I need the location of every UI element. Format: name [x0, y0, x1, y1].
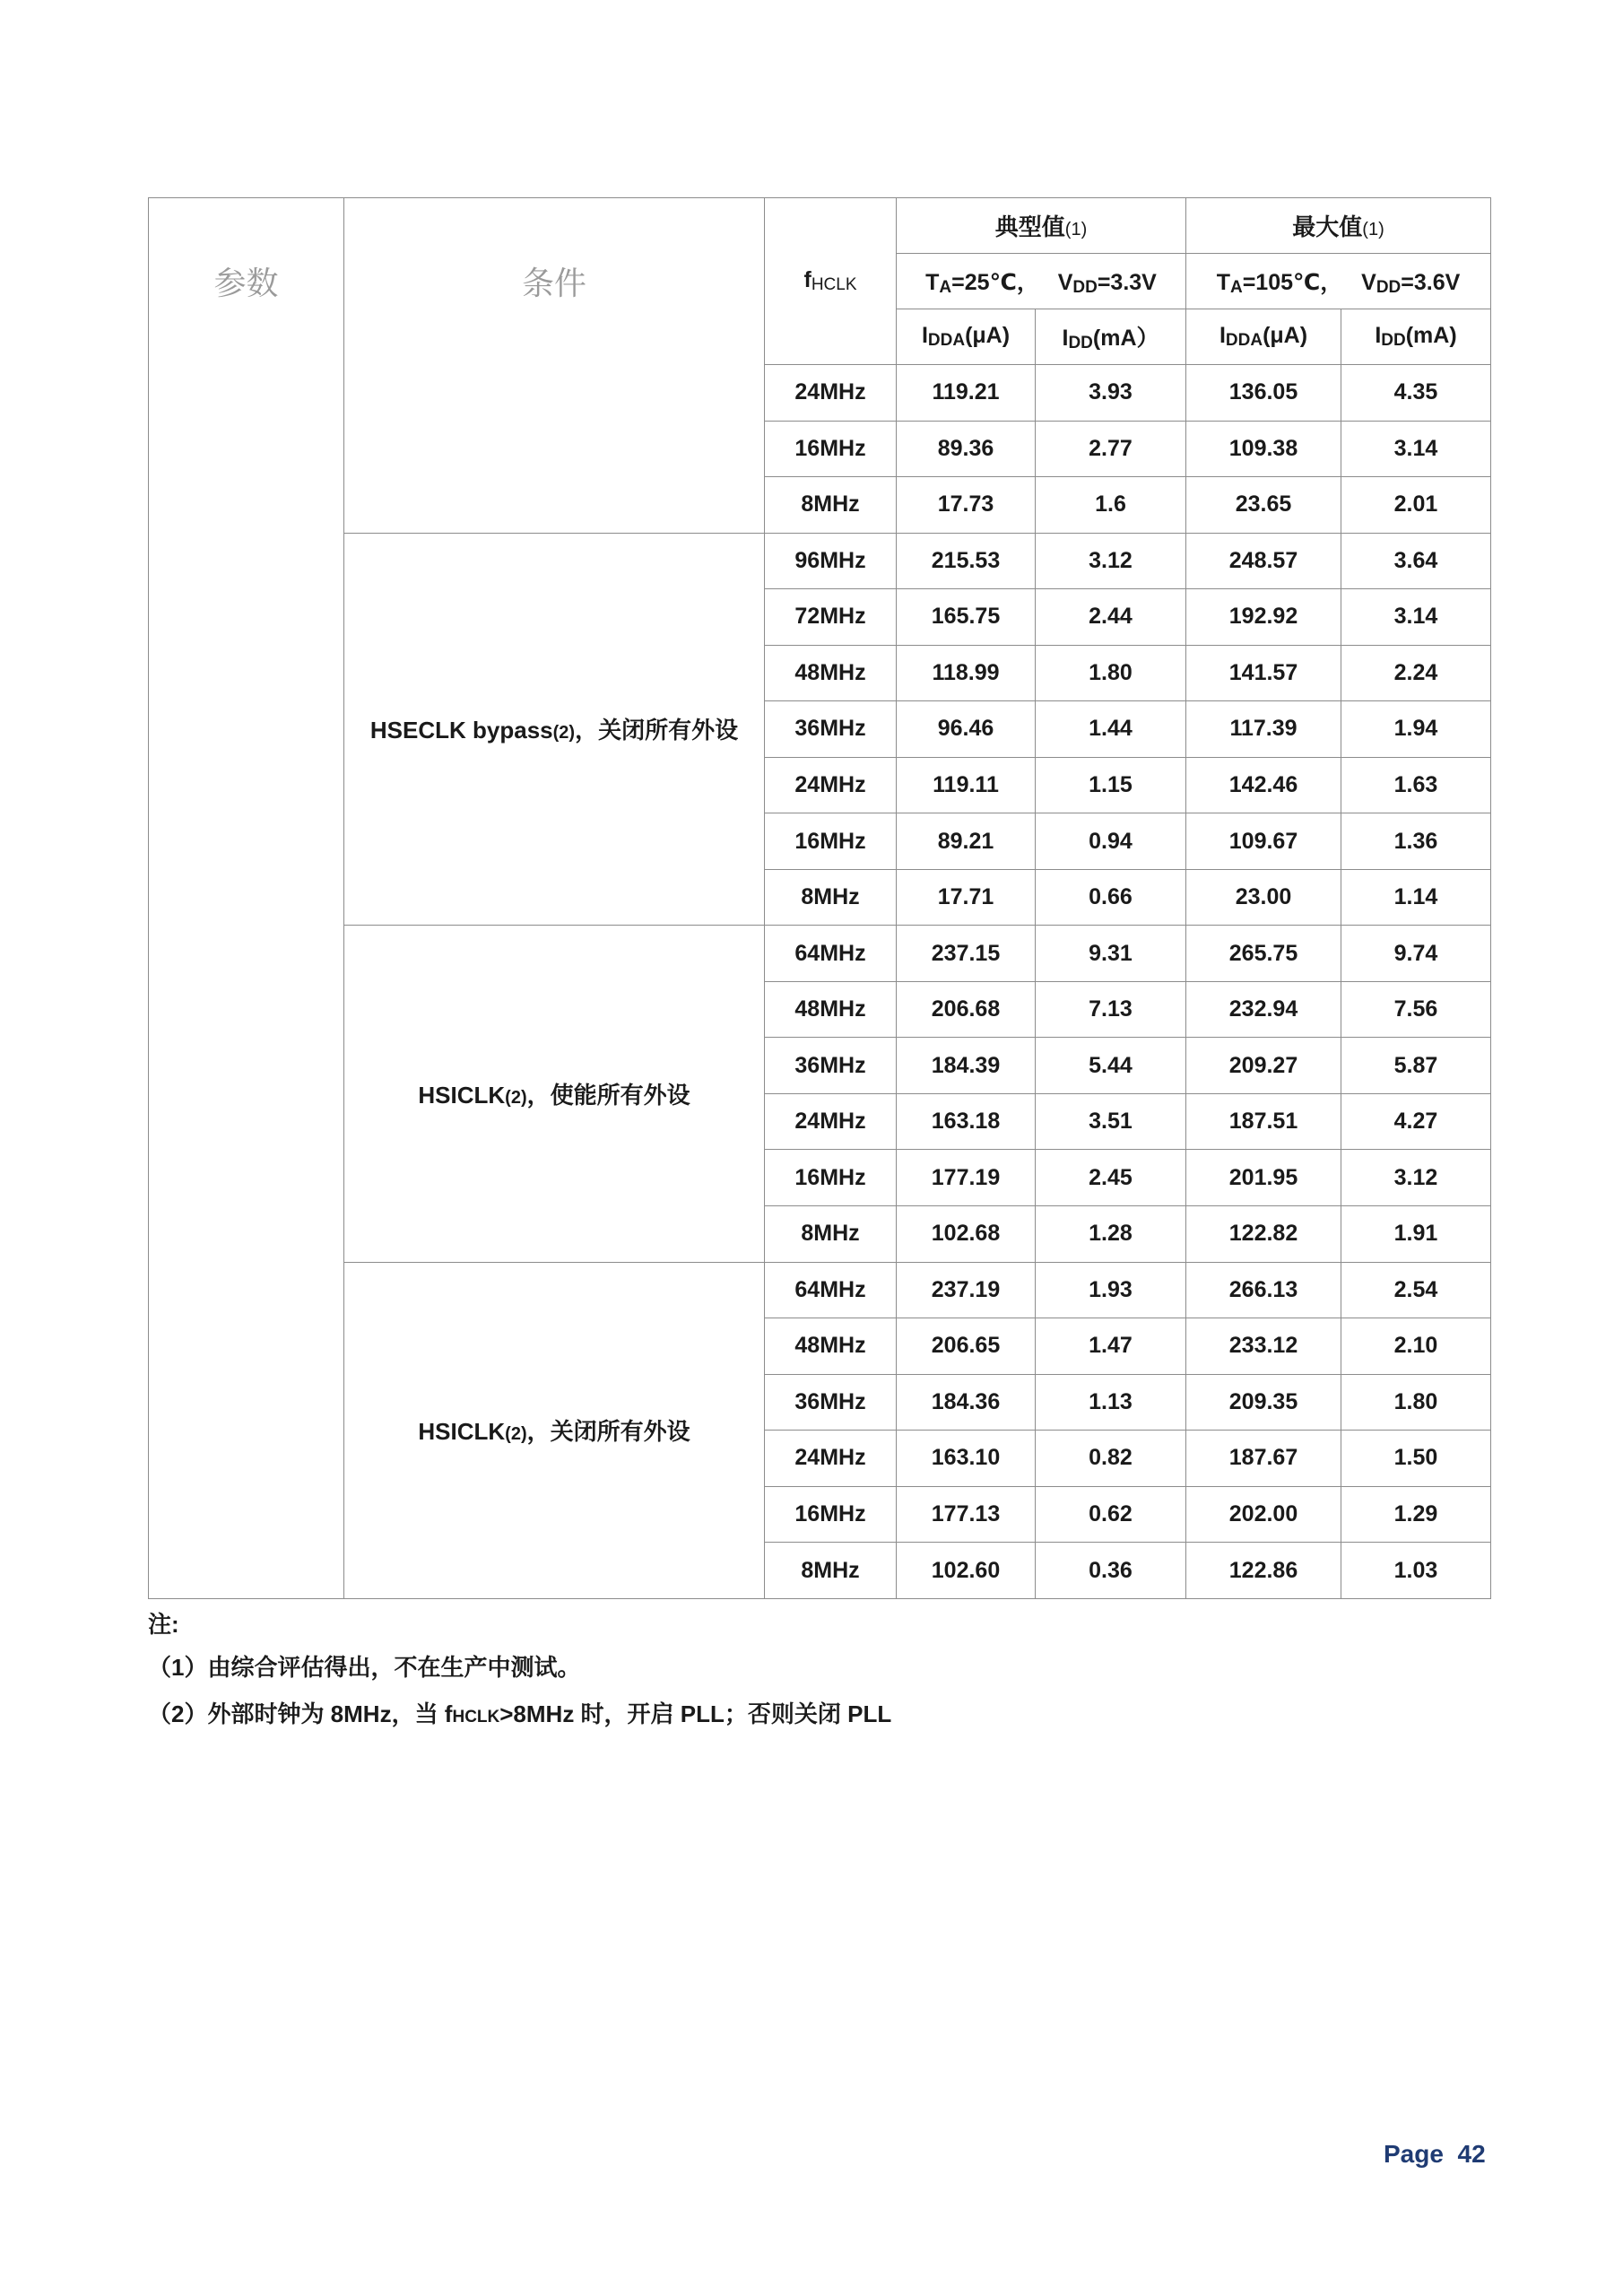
max-vdd-sub: DD — [1376, 278, 1402, 297]
cell-typ-idd: 3.51 — [1036, 1093, 1186, 1150]
table-row — [149, 365, 1491, 422]
typ-ta-value: =25℃， — [951, 270, 1039, 295]
cell-max-idd: 1.63 — [1341, 757, 1491, 813]
cell-max-idd: 5.87 — [1341, 1038, 1491, 1094]
cell-f: 16MHz — [765, 1150, 897, 1206]
max-idda-unit: (μA) — [1263, 323, 1308, 348]
cell-f: 96MHz — [765, 533, 897, 589]
cell-max-idd: 4.27 — [1341, 1093, 1491, 1150]
max-idd-unit: (mA) — [1405, 323, 1457, 348]
cell-typ-idda: 184.39 — [897, 1038, 1036, 1094]
max-idd-symbol: I — [1375, 323, 1382, 348]
cell-max-idda: 192.92 — [1186, 589, 1341, 646]
condition-cell — [344, 365, 765, 534]
header-max-title: 最大值 — [1292, 213, 1363, 240]
typ-idda-symbol: I — [921, 323, 928, 348]
max-ta-value: =105℃， — [1242, 270, 1343, 295]
cell-max-idd: 3.14 — [1341, 421, 1491, 477]
cell-max-idd: 2.10 — [1341, 1318, 1491, 1375]
cell-max-idda: 117.39 — [1186, 701, 1341, 758]
cell-typ-idd: 0.82 — [1036, 1431, 1186, 1487]
cell-max-idda: 209.35 — [1186, 1374, 1341, 1431]
cell-max-idda: 136.05 — [1186, 365, 1341, 422]
typ-idda-unit: (μA) — [965, 323, 1011, 348]
header-typical-condition — [897, 254, 1186, 309]
cell-max-idda: 122.82 — [1186, 1205, 1341, 1262]
cell-max-idd: 3.14 — [1341, 589, 1491, 646]
cell-f: 24MHz — [765, 757, 897, 813]
cell-typ-idda: 119.21 — [897, 365, 1036, 422]
cell-typ-idd: 1.28 — [1036, 1205, 1186, 1262]
cell-max-idda: 266.13 — [1186, 1262, 1341, 1318]
max-idda-sub: DDA — [1225, 331, 1263, 350]
cell-max-idda: 187.51 — [1186, 1093, 1341, 1150]
cell-typ-idda: 184.36 — [897, 1374, 1036, 1431]
cell-f: 36MHz — [765, 1038, 897, 1094]
condition-text: HSICLK — [418, 1081, 506, 1109]
cell-typ-idda: 17.71 — [897, 869, 1036, 926]
header-condition: 条件 — [344, 198, 765, 365]
typ-idda-sub: DDA — [927, 331, 966, 350]
note-2 — [148, 1702, 891, 1726]
cell-max-idd: 9.74 — [1341, 926, 1491, 982]
condition-note: (2) — [505, 1087, 527, 1108]
cell-max-idd: 1.91 — [1341, 1205, 1491, 1262]
typ-vdd-value: =3.3V — [1097, 270, 1157, 295]
typ-idd-sub: DD — [1068, 334, 1093, 352]
cell-max-idd: 1.14 — [1341, 869, 1491, 926]
cell-f: 8MHz — [765, 477, 897, 534]
typ-ta-sub: A — [939, 278, 952, 297]
cell-max-idda: 23.00 — [1186, 869, 1341, 926]
note-2-sub: HCLK — [452, 1708, 500, 1726]
page-number — [1384, 2140, 1486, 2169]
max-idd-sub: DD — [1381, 331, 1406, 350]
cell-typ-idd: 9.31 — [1036, 926, 1186, 982]
header-typical — [897, 198, 1186, 254]
cell-max-idd: 1.03 — [1341, 1543, 1491, 1599]
cell-max-idda: 142.46 — [1186, 757, 1341, 813]
cell-f: 8MHz — [765, 1543, 897, 1599]
cell-f: 48MHz — [765, 1318, 897, 1375]
cell-f: 16MHz — [765, 1486, 897, 1543]
cell-typ-idda: 102.60 — [897, 1543, 1036, 1599]
cell-f: 16MHz — [765, 813, 897, 870]
condition-cell — [344, 533, 765, 926]
cell-typ-idd: 0.36 — [1036, 1543, 1186, 1599]
cell-typ-idda: 96.46 — [897, 701, 1036, 758]
max-ta-symbol: T — [1216, 270, 1230, 295]
max-idda-symbol: I — [1219, 323, 1226, 348]
cell-typ-idd: 1.15 — [1036, 757, 1186, 813]
cell-max-idda: 187.67 — [1186, 1431, 1341, 1487]
cell-typ-idd: 2.45 — [1036, 1150, 1186, 1206]
note-1: （1）由综合评估得出，不在生产中测试。 — [148, 1654, 581, 1681]
cell-f: 16MHz — [765, 421, 897, 477]
cell-f: 48MHz — [765, 981, 897, 1038]
cell-typ-idda: 237.19 — [897, 1262, 1036, 1318]
cell-f: 24MHz — [765, 1431, 897, 1487]
cell-typ-idda: 206.65 — [897, 1318, 1036, 1375]
condition-note: (2) — [505, 1424, 527, 1445]
cell-max-idd: 3.12 — [1341, 1150, 1491, 1206]
condition-cell — [344, 926, 765, 1262]
cell-f: 48MHz — [765, 645, 897, 701]
max-vdd-symbol: V — [1361, 270, 1376, 295]
cell-max-idd: 2.01 — [1341, 477, 1491, 534]
cell-f: 64MHz — [765, 926, 897, 982]
notes-label: 注: — [148, 1611, 179, 1638]
cell-max-idda: 122.86 — [1186, 1543, 1341, 1599]
cell-f: 24MHz — [765, 1093, 897, 1150]
condition-text: HSECLK bypass — [369, 717, 553, 744]
typ-idd-symbol: I — [1062, 326, 1069, 351]
cell-typ-idd: 5.44 — [1036, 1038, 1186, 1094]
cell-f: 8MHz — [765, 1205, 897, 1262]
cell-typ-idd: 1.47 — [1036, 1318, 1186, 1375]
cell-max-idd: 7.56 — [1341, 981, 1491, 1038]
typ-ta-symbol: T — [925, 270, 940, 295]
cell-typ-idd: 3.93 — [1036, 365, 1186, 422]
typ-vdd-sub: DD — [1072, 278, 1098, 297]
cell-max-idda: 109.38 — [1186, 421, 1341, 477]
cell-typ-idd: 1.6 — [1036, 477, 1186, 534]
cell-f: 36MHz — [765, 1374, 897, 1431]
cell-max-idda: 233.12 — [1186, 1318, 1341, 1375]
cell-typ-idda: 163.10 — [897, 1431, 1036, 1487]
cell-f: 8MHz — [765, 869, 897, 926]
cell-max-idda: 23.65 — [1186, 477, 1341, 534]
cell-typ-idda: 177.13 — [897, 1486, 1036, 1543]
cell-typ-idda: 89.21 — [897, 813, 1036, 870]
condition-cell — [344, 1262, 765, 1599]
cell-max-idd: 2.54 — [1341, 1262, 1491, 1318]
cell-typ-idda: 206.68 — [897, 981, 1036, 1038]
cell-typ-idd: 1.80 — [1036, 645, 1186, 701]
cell-typ-idd: 1.44 — [1036, 701, 1186, 758]
typ-vdd-symbol: V — [1057, 270, 1073, 295]
page-label: Page — [1384, 2140, 1444, 2168]
cell-typ-idd: 1.13 — [1036, 1374, 1186, 1431]
cell-max-idda: 265.75 — [1186, 926, 1341, 982]
cell-max-idd: 1.80 — [1341, 1374, 1491, 1431]
cell-typ-idd: 3.12 — [1036, 533, 1186, 589]
cell-max-idd: 1.50 — [1341, 1431, 1491, 1487]
header-typical-note: (1) — [1064, 220, 1088, 239]
table-row — [149, 533, 1491, 589]
cell-max-idda: 232.94 — [1186, 981, 1341, 1038]
cell-f: 72MHz — [765, 589, 897, 646]
cell-f: 36MHz — [765, 701, 897, 758]
header-fhclk — [765, 198, 897, 365]
header-max-idda — [1186, 309, 1341, 365]
cell-typ-idda: 215.53 — [897, 533, 1036, 589]
cell-max-idda: 202.00 — [1186, 1486, 1341, 1543]
header-max — [1186, 198, 1491, 254]
cell-typ-idda: 237.15 — [897, 926, 1036, 982]
max-ta-sub: A — [1229, 278, 1243, 297]
cell-typ-idda: 89.36 — [897, 421, 1036, 477]
header-fhclk-sub: HCLK — [811, 275, 857, 294]
note-2-part-b: >8MHz 时，开启 PLL；否则关闭 PLL — [499, 1700, 892, 1727]
cell-typ-idda: 165.75 — [897, 589, 1036, 646]
header-typ-idd — [1036, 309, 1186, 365]
cell-typ-idda: 17.73 — [897, 477, 1036, 534]
table-row — [149, 1262, 1491, 1318]
cell-max-idda: 248.57 — [1186, 533, 1341, 589]
header-max-idd — [1341, 309, 1491, 365]
note-2-part-a: （2）外部时钟为 8MHz，当 f — [148, 1700, 453, 1727]
cell-typ-idd: 2.44 — [1036, 589, 1186, 646]
typ-idd-unit: (mA） — [1092, 326, 1159, 351]
condition-rest: ，关闭所有外设 — [526, 1418, 690, 1446]
cell-typ-idda: 102.68 — [897, 1205, 1036, 1262]
cell-max-idd: 1.94 — [1341, 701, 1491, 758]
cell-max-idda: 141.57 — [1186, 645, 1341, 701]
cell-typ-idd: 0.94 — [1036, 813, 1186, 870]
cell-f: 24MHz — [765, 365, 897, 422]
cell-max-idd: 1.29 — [1341, 1486, 1491, 1543]
header-typical-title: 典型值 — [994, 213, 1065, 240]
cell-typ-idda: 119.11 — [897, 757, 1036, 813]
cell-typ-idda: 118.99 — [897, 645, 1036, 701]
page-value: 42 — [1457, 2140, 1486, 2168]
cell-typ-idda: 163.18 — [897, 1093, 1036, 1150]
cell-max-idd: 4.35 — [1341, 365, 1491, 422]
cell-max-idda: 209.27 — [1186, 1038, 1341, 1094]
cell-max-idd: 2.24 — [1341, 645, 1491, 701]
table-row — [149, 926, 1491, 982]
condition-rest: ，关闭所有外设 — [575, 717, 739, 744]
cell-max-idda: 201.95 — [1186, 1150, 1341, 1206]
cell-typ-idd: 0.62 — [1036, 1486, 1186, 1543]
cell-f: 64MHz — [765, 1262, 897, 1318]
cell-max-idd: 3.64 — [1341, 533, 1491, 589]
header-typ-idda — [897, 309, 1036, 365]
cell-max-idd: 1.36 — [1341, 813, 1491, 870]
spec-table — [148, 197, 1491, 1599]
header-param: 参数 — [149, 198, 344, 365]
header-max-note: (1) — [1362, 220, 1384, 239]
condition-text: HSICLK — [418, 1418, 506, 1446]
table-body — [149, 365, 1491, 1599]
header-max-condition — [1186, 254, 1491, 309]
cell-typ-idd: 2.77 — [1036, 421, 1186, 477]
cell-typ-idd: 0.66 — [1036, 869, 1186, 926]
cell-typ-idda: 177.19 — [897, 1150, 1036, 1206]
max-vdd-value: =3.6V — [1401, 270, 1461, 295]
cell-max-idda: 109.67 — [1186, 813, 1341, 870]
condition-rest: ，使能所有外设 — [526, 1081, 690, 1109]
cell-typ-idd: 7.13 — [1036, 981, 1186, 1038]
param-cell — [149, 365, 344, 1599]
header-fhclk-main: f — [803, 267, 812, 292]
cell-typ-idd: 1.93 — [1036, 1262, 1186, 1318]
condition-note: (2) — [552, 723, 576, 744]
